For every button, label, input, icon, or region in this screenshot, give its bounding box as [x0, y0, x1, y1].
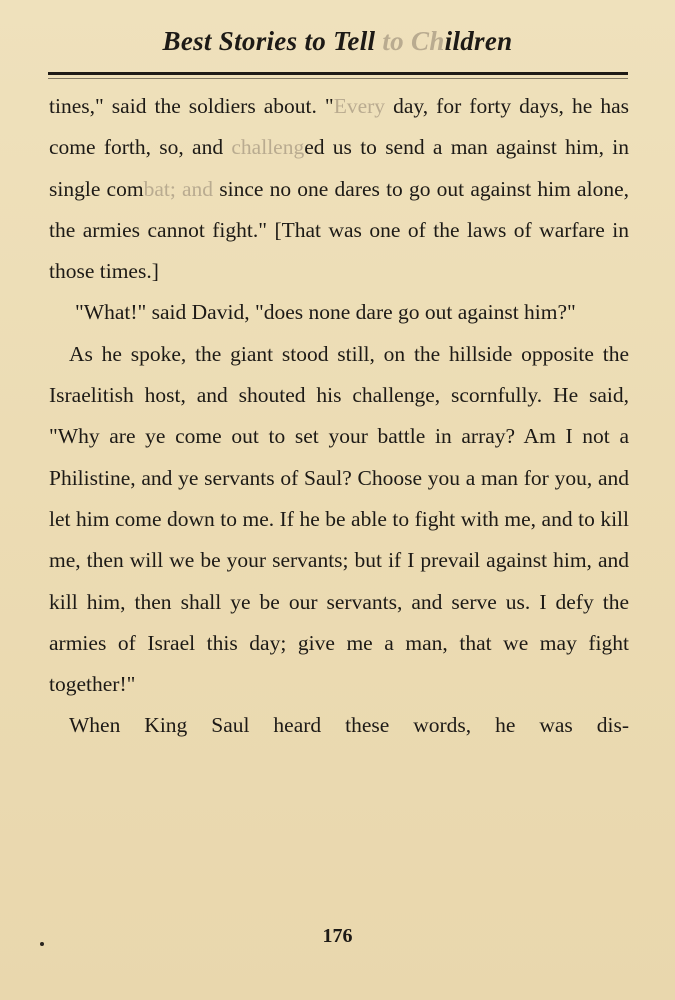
header-title-faded: to Ch [382, 26, 445, 56]
paragraph-1 [49, 86, 629, 292]
paragraph-3 [49, 334, 629, 706]
text-segment: When King Saul heard these words, he was dis- [69, 713, 629, 738]
text-segment: day, for forty days, he has come forth, so, and [49, 94, 629, 160]
ink-speck [40, 942, 44, 946]
faded-text-segment: bat; and [143, 176, 214, 201]
text-segment: ed us to send a man against him, in single com [49, 135, 630, 201]
running-header [0, 26, 675, 57]
text-segment: since no one dares to go out against him alone, the armies cannot fight." [That was one of the laws of warfare in those times.] [49, 176, 629, 284]
paragraph-2 [49, 292, 629, 333]
header-title-start: Best Stories to Tell [162, 26, 383, 56]
header-rule-thin [48, 78, 628, 79]
paragraph-4 [49, 705, 629, 746]
faded-text-segment: challeng [231, 135, 305, 160]
text-segment: As he spoke, the giant stood still, on the hillside opposite the Israelitish host, and shouted his challenge, scornfully. He said, "Why are ye come out to set your battle in array? Am I not a Philistine, and ye servants of Saul? Choose you a man for you, and let him come down to me. If he be able to fight with me, and to kill me, then will we be your servants; but if I prevail against him, and kill him, then shall ye be our servants, and serve us. I defy the armies of Israel this day; give me a man, that we may fight together!" [49, 341, 629, 697]
text-segment: tines," said the soldiers about. " [49, 94, 334, 118]
body-text [49, 86, 629, 747]
faded-text-segment: Every [333, 94, 394, 118]
page-number: 176 [322, 925, 353, 947]
header-title-end: ildren [444, 26, 513, 56]
header-rule [48, 72, 628, 75]
text-segment: "What!" said David, "does none dare go out against him?" [75, 300, 576, 325]
